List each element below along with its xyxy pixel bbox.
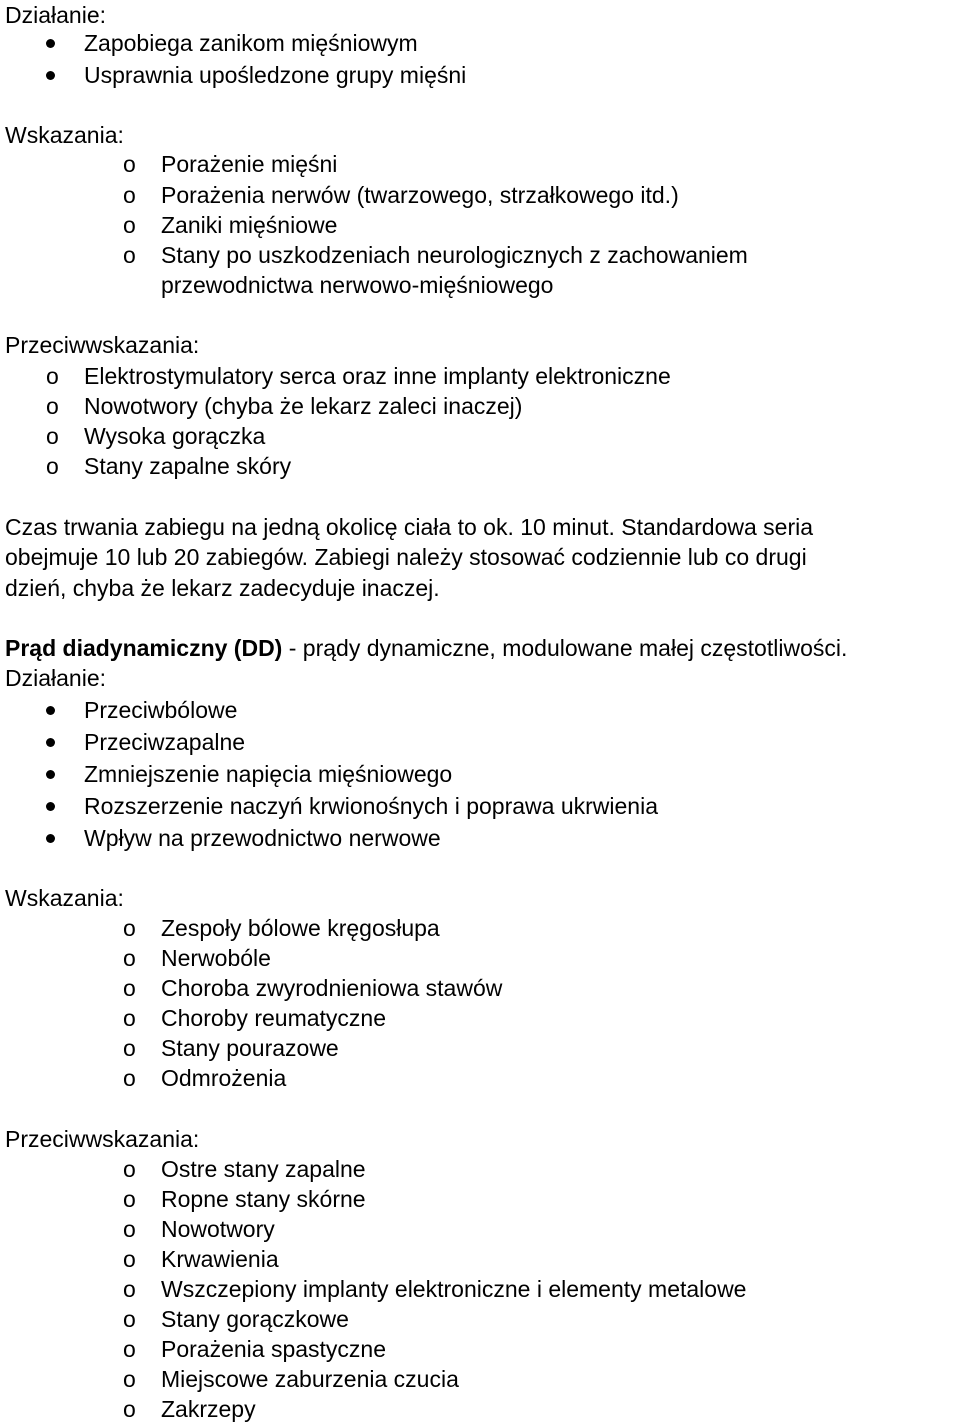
s2-wskazania-heading: Wskazania: (5, 885, 124, 911)
bullet-o-icon: o (123, 182, 136, 208)
list-item-text-continued: przewodnictwa nerwowo-mięśniowego (161, 272, 554, 298)
dd-title-rest: - prądy dynamiczne, modulowane małej częstotliwości. (282, 635, 848, 661)
list-item-text: Usprawnia upośledzone grupy mięśni (84, 62, 467, 88)
list-item-text: Ropne stany skórne (161, 1186, 366, 1212)
bullet-o-icon: o (123, 1186, 136, 1212)
list-item-text: Wpływ na przewodnictwo nerwowe (84, 825, 441, 851)
czas-paragraph-line: dzień, chyba że lekarz zadecyduje inaczej. (5, 575, 440, 601)
list-item-text: Krwawienia (161, 1246, 279, 1272)
list-item-text: Porażenie mięśni (161, 151, 338, 177)
list-item-text: Choroby reumatyczne (161, 1005, 386, 1031)
bullet-dot-icon (46, 834, 55, 843)
bullet-o-icon: o (46, 393, 59, 419)
list-item-text: Zespoły bólowe kręgosłupa (161, 915, 440, 941)
bullet-o-icon: o (123, 1306, 136, 1332)
list-item-text: Zakrzepy (161, 1396, 256, 1422)
bullet-o-icon: o (46, 423, 59, 449)
list-item-text: Stany gorączkowe (161, 1306, 349, 1332)
list-item-text: Stany pourazowe (161, 1035, 339, 1061)
bullet-o-icon: o (123, 1336, 136, 1362)
bullet-o-icon: o (46, 363, 59, 389)
bullet-o-icon: o (123, 212, 136, 238)
bullet-o-icon: o (123, 1246, 136, 1272)
list-item-text: Nowotwory (chyba że lekarz zaleci inaczej) (84, 393, 523, 419)
list-item-text: Wszczepiony implanty elektroniczne i elementy metalowe (161, 1276, 747, 1302)
bullet-dot-icon (46, 39, 55, 48)
czas-paragraph-line: obejmuje 10 lub 20 zabiegów. Zabiegi należy stosować codziennie lub co drugi (5, 544, 807, 570)
bullet-o-icon: o (123, 1156, 136, 1182)
s1-przeciwwskazania-heading: Przeciwwskazania: (5, 332, 200, 358)
s1-dzialanie-heading: Działanie: (5, 2, 106, 28)
s2-dzialanie-heading: Działanie: (5, 665, 106, 691)
bullet-o-icon: o (123, 1216, 136, 1242)
list-item-text: Przeciwbólowe (84, 697, 238, 723)
list-item-text: Stany po uszkodzeniach neurologicznych z zachowaniem (161, 242, 748, 268)
bullet-dot-icon (46, 71, 55, 80)
list-item-text: Nerwobóle (161, 945, 271, 971)
bullet-dot-icon (46, 706, 55, 715)
list-item-text: Wysoka gorączka (84, 423, 266, 449)
list-item-text: Rozszerzenie naczyń krwionośnych i poprawa ukrwienia (84, 793, 658, 819)
bullet-dot-icon (46, 770, 55, 779)
list-item-text: Porażenia nerwów (twarzowego, strzałkowego itd.) (161, 182, 679, 208)
list-item-text: Odmrożenia (161, 1065, 287, 1091)
bullet-o-icon: o (123, 1065, 136, 1091)
bullet-o-icon: o (123, 1366, 136, 1392)
list-item-text: Porażenia spastyczne (161, 1336, 387, 1362)
bullet-o-icon: o (123, 242, 136, 268)
czas-paragraph-line: Czas trwania zabiegu na jedną okolicę ciała to ok. 10 minut. Standardowa seria (5, 514, 814, 540)
s2-przeciwwskazania-heading: Przeciwwskazania: (5, 1126, 200, 1152)
list-item-text: Stany zapalne skóry (84, 453, 292, 479)
bullet-o-icon: o (123, 915, 136, 941)
list-item-text: Ostre stany zapalne (161, 1156, 366, 1182)
s1-wskazania-heading: Wskazania: (5, 122, 124, 148)
list-item-text: Miejscowe zaburzenia czucia (161, 1366, 459, 1392)
list-item-text: Elektrostymulatory serca oraz inne implanty elektroniczne (84, 363, 671, 389)
list-item-text: Zaniki mięśniowe (161, 212, 338, 238)
bullet-o-icon: o (123, 1005, 136, 1031)
list-item-text: Zapobiega zanikom mięśniowym (84, 30, 418, 56)
list-item-text: Nowotwory (161, 1216, 275, 1242)
list-item-text: Zmniejszenie napięcia mięśniowego (84, 761, 453, 787)
bullet-dot-icon (46, 802, 55, 811)
bullet-dot-icon (46, 738, 55, 747)
bullet-o-icon: o (123, 945, 136, 971)
dd-title (5, 633, 847, 663)
bullet-o-icon: o (123, 1276, 136, 1302)
bullet-o-icon: o (123, 1396, 136, 1422)
dd-title-bold: Prąd diadynamiczny (DD) (5, 635, 283, 661)
list-item-text: Przeciwzapalne (84, 729, 246, 755)
list-item-text: Choroba zwyrodnieniowa stawów (161, 975, 503, 1001)
bullet-o-icon: o (46, 453, 59, 479)
bullet-o-icon: o (123, 975, 136, 1001)
bullet-o-icon: o (123, 1035, 136, 1061)
bullet-o-icon: o (123, 151, 136, 177)
